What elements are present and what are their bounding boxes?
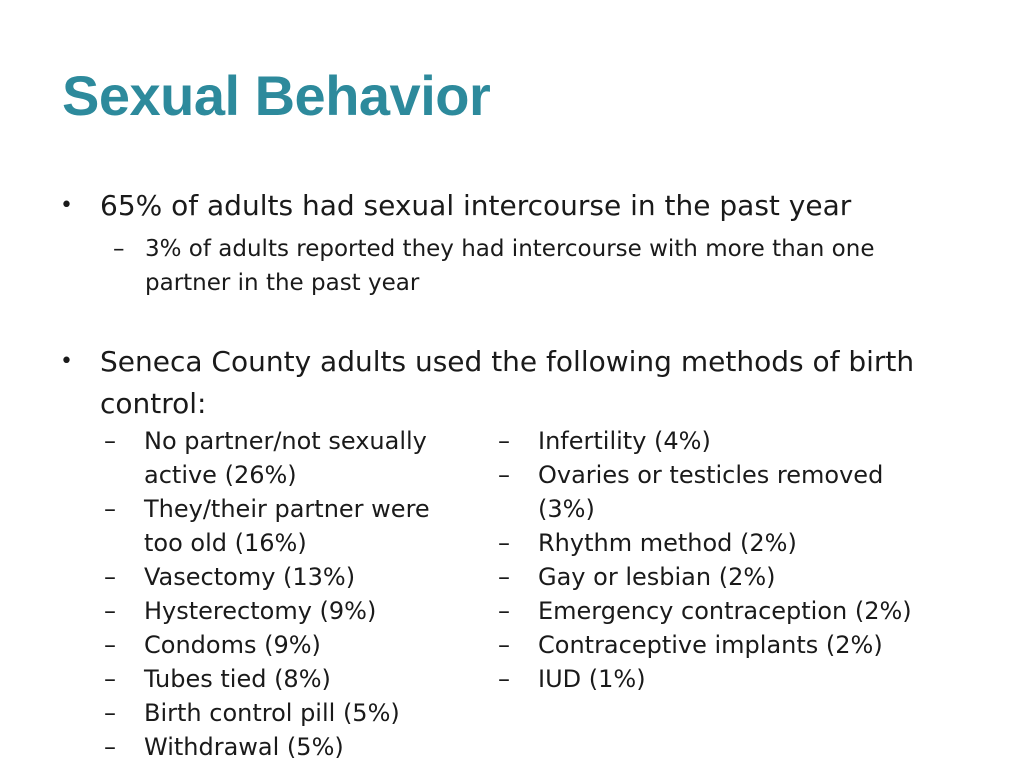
list-item [104,730,474,764]
list-marker: – [104,597,116,625]
birth-control-list-right [498,424,918,696]
list-item [104,628,474,662]
list-item [498,560,918,594]
list-item [104,696,474,730]
list-item-text: No partner/not sexually active (26%) [144,427,427,489]
list-item [498,424,918,458]
list-item [104,662,474,696]
list-item [498,526,918,560]
list-marker: – [498,461,510,489]
sub-bullet-marker: – [113,236,125,262]
list-item [498,662,918,696]
list-item [104,424,474,492]
list-item-text: Hysterectomy (9%) [144,597,377,625]
list-marker: – [104,665,116,693]
slide-title: Sexual Behavior [62,64,491,127]
list-item [104,594,474,628]
bullet-item [56,185,956,227]
sub-bullet-item [113,232,953,300]
list-marker: – [104,427,116,455]
list-marker: – [498,665,510,693]
list-item [104,492,474,560]
list-marker: – [498,631,510,659]
bullet-text: 65% of adults had sexual intercourse in the past year [100,189,852,222]
list-marker: – [104,495,116,523]
bullet-marker: • [60,193,73,218]
list-marker: – [104,699,116,727]
list-marker: – [104,631,116,659]
list-item-text: They/their partner were too old (16%) [144,495,430,557]
bullet-text: Seneca County adults used the following methods of birth control: [100,345,915,420]
list-item-text: IUD (1%) [538,665,646,693]
list-item-text: Tubes tied (8%) [144,665,331,693]
sub-bullet-text: 3% of adults reported they had intercourse with more than one partner in the past year [145,236,875,296]
bullet-item [56,341,936,425]
list-item [498,458,918,526]
list-marker: – [498,563,510,591]
list-marker: – [104,733,116,761]
list-item-text: Emergency contraception (2%) [538,597,912,625]
list-item-text: Infertility (4%) [538,427,711,455]
list-item-text: Rhythm method (2%) [538,529,797,557]
list-item-text: Ovaries or testicles removed (3%) [538,461,884,523]
list-item [498,594,918,628]
list-marker: – [498,597,510,625]
list-marker: – [498,529,510,557]
list-marker: – [498,427,510,455]
list-item-text: Contraceptive implants (2%) [538,631,883,659]
list-item-text: Withdrawal (5%) [144,733,344,761]
list-item-text: Birth control pill (5%) [144,699,400,727]
list-item-text: Vasectomy (13%) [144,563,356,591]
list-item-text: Condoms (9%) [144,631,321,659]
birth-control-list-left [104,424,474,764]
list-item-text: Gay or lesbian (2%) [538,563,776,591]
list-marker: – [104,563,116,591]
list-item [498,628,918,662]
list-item [104,560,474,594]
bullet-marker: • [60,349,73,374]
